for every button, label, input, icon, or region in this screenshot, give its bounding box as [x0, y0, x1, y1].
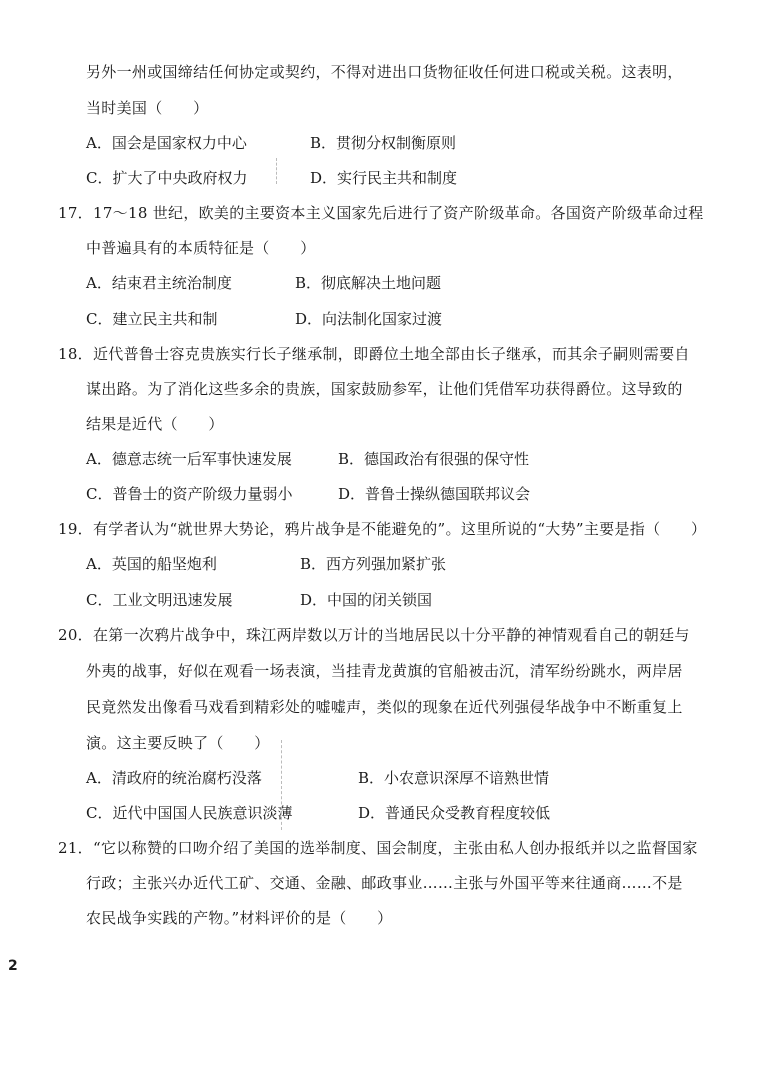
- q20-option-d: D．普通民众受教育程度较低: [358, 804, 551, 822]
- scan-artifact-line: [281, 740, 282, 830]
- q17-option-a: A．结束君主统治制度: [86, 274, 232, 292]
- q18-option-c: C．普鲁士的资产阶级力量弱小: [86, 485, 293, 503]
- q16-option-a: A．国会是国家权力中心: [86, 134, 247, 152]
- q20-option-b: B．小农意识深厚不谙熟世情: [358, 769, 550, 787]
- page-number: 2: [8, 958, 18, 974]
- scan-artifact-line: [276, 158, 277, 184]
- q17-option-b: B．彻底解决土地问题: [295, 274, 442, 292]
- q20-option-a: A．清政府的统治腐朽没落: [86, 769, 262, 787]
- q21-line-1: 21．“它以称赞的口吻介绍了美国的选举制度、国会制度，主张由私人创办报纸并以之监督国家: [58, 839, 698, 857]
- q18-line-1: 18．近代普鲁士容克贵族实行长子继承制，即爵位土地全部由长子继承，而其余子嗣则需要自: [58, 345, 690, 363]
- q16-line-1: 另外一州或国缔结任何协定或契约，不得对进出口货物征收任何进口税或关税。这表明，: [86, 63, 683, 81]
- q19-option-d: D．中国的闭关锁国: [300, 591, 433, 609]
- q20-line-4: 演。这主要反映了（ ）: [86, 734, 270, 752]
- q17-option-c: C．建立民主共和制: [86, 310, 218, 328]
- q20-line-2: 外夷的战事，好似在观看一场表演，当挂青龙黄旗的官船被击沉，清军纷纷跳水，两岸居: [86, 662, 683, 680]
- q17-line-2: 中普遍具有的本质特征是（ ）: [86, 239, 316, 257]
- q16-option-d: D．实行民主共和制度: [310, 169, 458, 187]
- q21-line-2: 行政；主张兴办近代工矿、交通、金融、邮政事业……主张与外国平等来往通商……不是: [86, 874, 683, 892]
- q18-option-a: A．德意志统一后军事快速发展: [86, 450, 292, 468]
- q18-line-2: 谋出路。为了消化这些多余的贵族，国家鼓励参军，让他们凭借军功获得爵位。这导致的: [86, 380, 683, 398]
- q19-option-b: B．西方列强加紧扩张: [300, 555, 447, 573]
- q18-option-b: B．德国政治有很强的保守性: [338, 450, 530, 468]
- q16-option-b: B．贯彻分权制衡原则: [310, 134, 457, 152]
- q20-line-1: 20．在第一次鸦片战争中，珠江两岸数以万计的当地居民以十分平静的神情观看自己的朝廷与: [58, 626, 690, 644]
- q18-line-3: 结果是近代（ ）: [86, 415, 224, 433]
- q17-option-d: D．向法制化国家过渡: [295, 310, 443, 328]
- q21-line-3: 农民战争实践的产物。”材料评价的是（ ）: [86, 909, 393, 927]
- q19-line-1: 19．有学者认为“就世界大势论，鸦片战争是不能避免的”。这里所说的“大势”主要是指（ ）: [58, 520, 707, 538]
- q19-option-a: A．英国的船坚炮利: [86, 555, 217, 573]
- q20-line-3: 民竟然发出像看马戏看到精彩处的嘘嘘声，类似的现象在近代列强侵华战争中不断重复上: [86, 698, 683, 716]
- q19-option-c: C．工业文明迅速发展: [86, 591, 233, 609]
- q16-option-c: C．扩大了中央政府权力: [86, 169, 248, 187]
- q18-option-d: D．普鲁士操纵德国联邦议会: [338, 485, 531, 503]
- q16-line-2: 当时美国（ ）: [86, 99, 209, 117]
- q20-option-c: C．近代中国国人民族意识淡薄: [86, 804, 293, 822]
- q17-line-1: 17．17～18 世纪，欧美的主要资本主义国家先后进行了资产阶级革命。各国资产阶级革命过程: [58, 204, 704, 222]
